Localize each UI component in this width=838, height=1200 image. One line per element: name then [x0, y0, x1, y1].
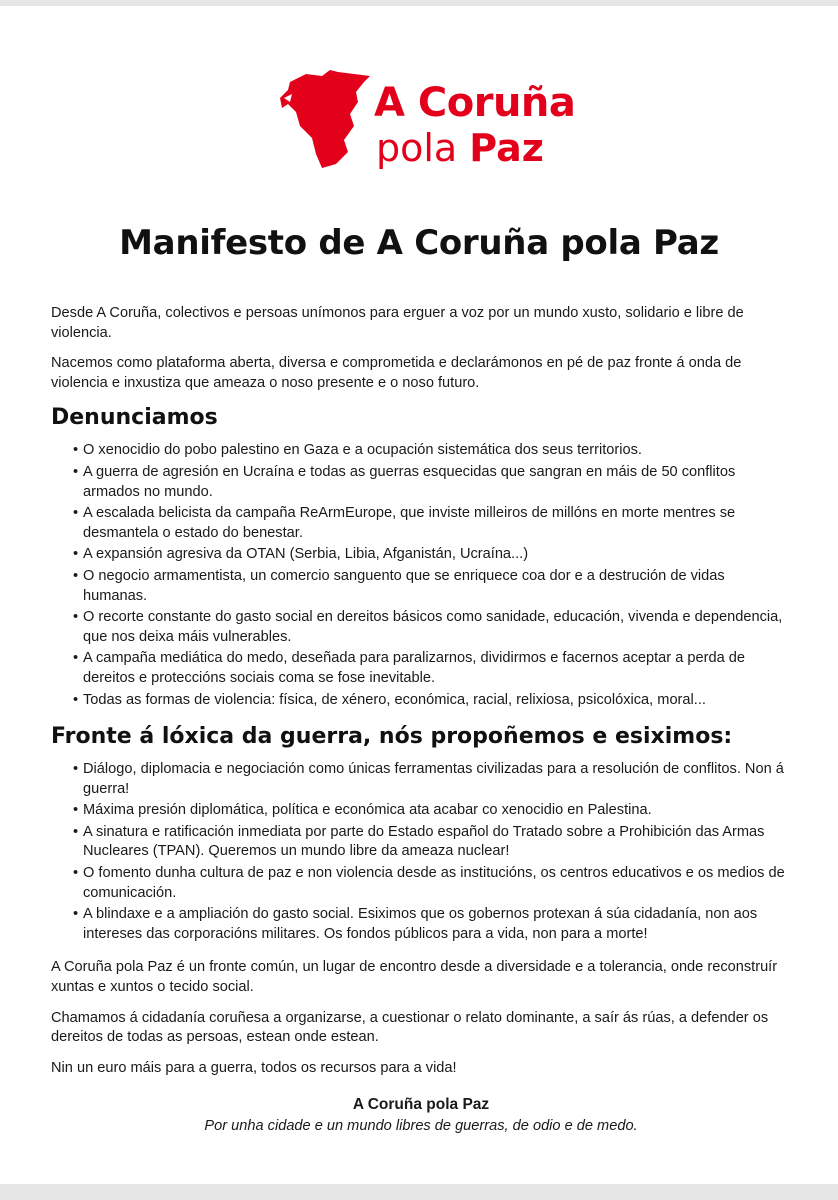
list-item: • O recorte constante do gasto social en dereitos básicos como sanidade, educación, vivenda e dependencia, que nos deixa máis vulnerables.: [51, 608, 791, 647]
list-item: • Máxima presión diplomática, política e económica ata acabar co xenocidio en Palestina.: [51, 801, 791, 821]
closing-paragraph: Chamamos á cidadanía coruñesa a organizarse, a cuestionar o relato dominante, a saír ás rúas, a defender os dereitos de todas as persoas, estean onde estean.: [51, 1009, 769, 1046]
signature-tagline: Por unha cidade e un mundo libres de guerras, de odio e de medo.: [204, 1118, 638, 1135]
logo: [278, 62, 576, 172]
manifesto-body: [51, 304, 791, 1136]
intro-paragraph: Desde A Coruña, colectivos e persoas unímonos para erguer a voz por un mundo xusto, solidario e libre de violencia.: [51, 305, 744, 341]
denunciamos-list: [51, 441, 791, 710]
list-item: • A expansión agresiva da OTAN (Serbia, Libia, Afganistán, Ucraína...): [51, 545, 791, 565]
list-item: • O negocio armamentista, un comercio sanguento que se enriquece coa dor e a destrución de vidas humanas.: [51, 567, 791, 606]
closing-paragraph: A Coruña pola Paz é un fronte común, un lugar de encontro desde a diversidade e a tolerancia, onde reconstruír xuntas e xuntos o tecido social.: [51, 959, 778, 996]
list-item: • A blindaxe e a ampliación do gasto social. Esiximos que os gobernos protexan á súa cidadanía, non aos intereses das corporacións militares. Os fondos públicos para a vida, non para a morte!: [51, 905, 791, 944]
list-item: • Todas as formas de violencia: física, de xénero, económica, racial, relixiosa, psicolóxica, moral...: [51, 691, 791, 711]
logo-subtitle-bold: Paz: [469, 126, 544, 170]
list-item: • A campaña mediática do medo, deseñada para paralizarnos, dividirmos e facernos aceptar a perda de dereitos e proteccións sociais coma se fose inevitable.: [51, 649, 791, 688]
logo-subtitle: [376, 126, 544, 170]
logo-title: A Coruña: [374, 80, 576, 126]
list-item: • O fomento dunha cultura de paz e non violencia desde as institucións, os centros educativos e os medios de comunicación.: [51, 864, 791, 903]
propoñemos-list: [51, 760, 791, 944]
list-item: • Diálogo, diplomacia e negociación como únicas ferramentas civilizadas para a resolución de conflitos. Non á guerra!: [51, 760, 791, 799]
signature-name: A Coruña pola Paz: [352, 1096, 490, 1114]
logo-subtitle-regular: pola: [376, 126, 470, 170]
closing-slogan: Nin un euro máis para a guerra, todos os recursos para a vida!: [51, 1059, 457, 1076]
list-item: • A escalada belicista da campaña ReArmEurope, que inviste milleiros de millóns en morte mentres se desmantela o estado do benestar.: [51, 504, 791, 543]
list-item: • A sinatura e ratificación inmediata por parte do Estado español do Tratado sobre a Prohibición das Armas Nucleares (TPAN). Queremos un mundo libre da ameaza nuclear!: [51, 823, 791, 862]
dove-icon: [278, 68, 373, 168]
list-item: • O xenocidio do pobo palestino en Gaza e a ocupación sistemática dos seus territorios.: [51, 441, 791, 461]
document-page: [0, 6, 838, 1184]
signature: [51, 1094, 791, 1136]
page-title: Manifesto de A Coruña pola Paz: [119, 223, 719, 263]
intro-paragraph: Nacemos como plataforma aberta, diversa e comprometida e declarámonos en pé de paz fronte á onda de violencia e inxustiza que ameaza o noso presente e o noso futuro.: [51, 355, 742, 391]
section-heading-propoñemos: Fronte á lóxica da guerra, nós propoñemos e esiximos:: [51, 724, 733, 750]
list-item: • A guerra de agresión en Ucraína e todas as guerras esquecidas que sangran en máis de 50 conflitos armados no mundo.: [51, 463, 791, 502]
section-heading-denunciamos: Denunciamos: [51, 405, 218, 431]
